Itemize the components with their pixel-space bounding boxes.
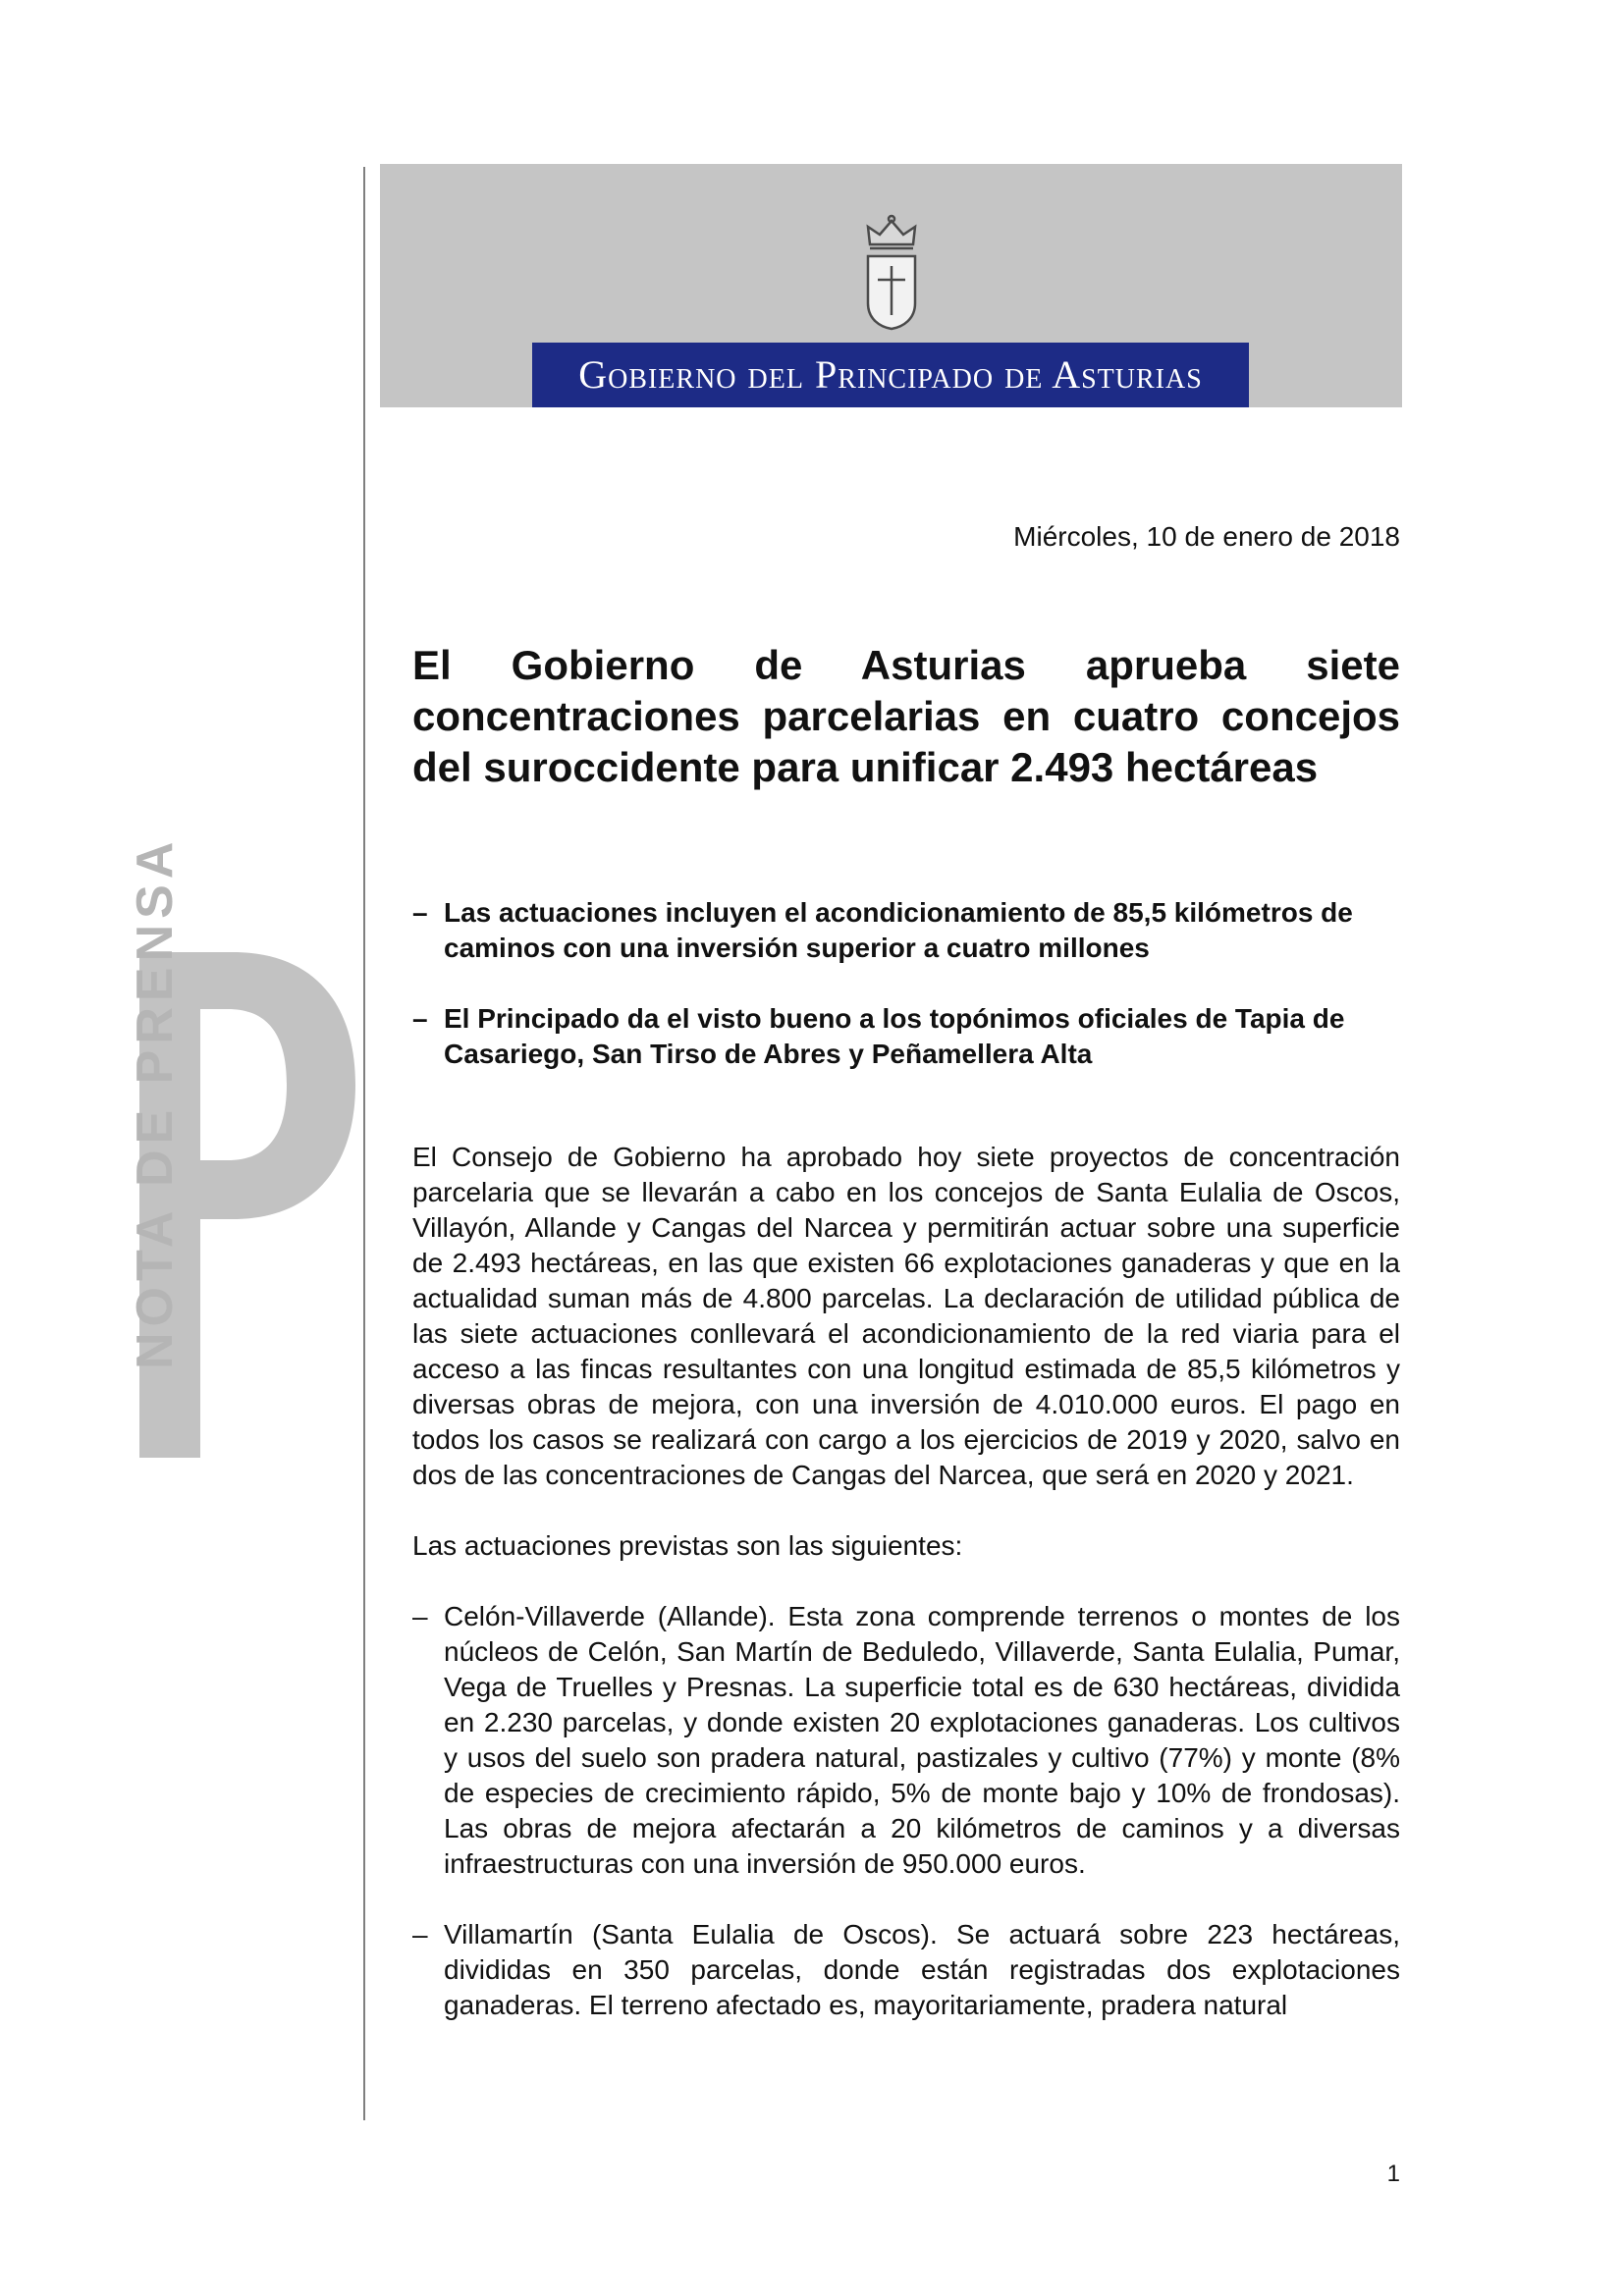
asturias-crest-icon [862, 213, 921, 333]
press-headline: El Gobierno de Asturias aprueba siete concentraciones parcelarias en cuatro concejos del suroccidente para unificar 2.493 hectáreas [412, 642, 1400, 790]
page-number: 1 [1386, 2161, 1400, 2187]
dash-bullet: – [412, 1003, 428, 1034]
government-banner: Gobierno del Principado de Asturias [532, 343, 1249, 407]
list-item [412, 1599, 1400, 1882]
press-date: Miércoles, 10 de enero de 2018 [1013, 521, 1400, 552]
government-header [380, 164, 1402, 407]
list-item-text: Celón-Villaverde (Allande). Esta zona comprende terrenos o montes de los núcleos de Celón, San Martín de Beduledo, Villaverde, Santa Eulalia, Pumar, Vega de Truelles y Presnas. La superficie total es de 630 hectáreas, dividida en 2.230 parcelas, y donde existen 20 explotaciones ganaderas. Los cultivos y usos del suelo son pradera natural, pastizales y cultivo (77%) y monte (8% de especies de crecimiento rápido, 5% de monte bajo y 10% de frondosas). Las obras de mejora afectarán a 20 kilómetros de caminos y a diversas infraestructuras con una inversión de 950.000 euros. [444, 1601, 1400, 1879]
subheadline-text: Las actuaciones incluyen el acondicionamiento de 85,5 kilómetros de caminos con una inversión superior a cuatro millones [444, 897, 1353, 963]
body-paragraph: Las actuaciones previstas son las siguientes: [412, 1530, 963, 1561]
list-item [412, 1917, 1400, 2023]
dash-bullet: – [412, 897, 428, 928]
margin-rule [363, 167, 365, 2120]
list-item-text: Villamartín (Santa Eulalia de Oscos). Se actuará sobre 223 hectáreas, divididas en 350 parcelas, donde están registradas dos explotaciones ganaderas. El terreno afectado es, mayoritariamente, pradera natural [444, 1919, 1400, 2020]
body-paragraph: El Consejo de Gobierno ha aprobado hoy siete proyectos de concentración parcelaria que se llevarán a cabo en los concejos de Santa Eulalia de Oscos, Villayón, Allande y Cangas del Narcea y permitirán actuar sobre una superficie de 2.493 hectáreas, en las que existen 66 explotaciones ganaderas y que en la actualidad suman más de 4.800 parcelas. La declaración de utilidad pública de las siete actuaciones conllevará el acondicionamiento de la red viaria para el acceso a las fincas resultantes con una longitud estimada de 85,5 kilómetros y diversas obras de mejora, con una inversión de 4.010.000 euros. El pago en todos los casos se realizará con cargo a los ejercicios de 2019 y 2020, salvo en dos de las concentraciones de Cangas del Narcea, que será en 2020 y 2021. [412, 1142, 1400, 1490]
dash-bullet: – [412, 1919, 428, 1949]
dash-bullet: – [412, 1601, 428, 1631]
subheadline [412, 895, 1400, 966]
subheadline [412, 1001, 1400, 1072]
press-body [412, 1140, 1400, 2058]
subheadline-list [412, 895, 1400, 1107]
actions-list [412, 1599, 1400, 2023]
subheadline-text: El Principado da el visto bueno a los topónimos oficiales de Tapia de Casariego, San Tirso de Abres y Peñamellera Alta [444, 1003, 1345, 1069]
